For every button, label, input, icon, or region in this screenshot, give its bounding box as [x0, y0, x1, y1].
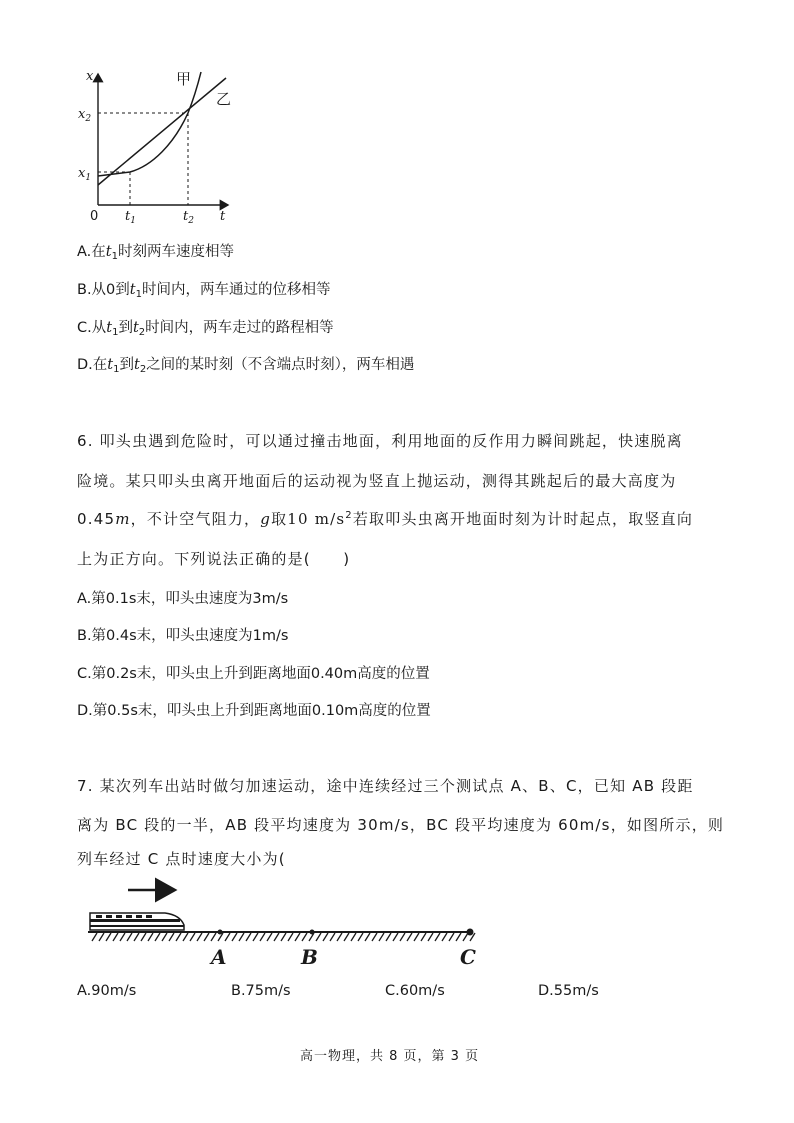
hatch-mark [414, 933, 419, 941]
page-footer: 高一物理，共 8 页，第 3 页 [300, 1049, 480, 1064]
hatch-mark [358, 933, 363, 941]
hatch-mark [99, 933, 104, 941]
hatch-mark [386, 933, 391, 941]
q6-option-b: B.第0.4s末，叩头虫速度为1m/s [77, 628, 289, 644]
hatch-mark [463, 933, 468, 941]
point-c-label: C [460, 945, 476, 969]
y-axis-label: x [86, 69, 94, 84]
hatch-mark [169, 933, 174, 941]
hatch-mark [330, 933, 335, 941]
q6-option-a: A.第0.1s末，叩头虫速度为3m/s [77, 591, 289, 607]
q7-option-d: D.55m/s [538, 983, 599, 999]
q7-option-b: B.75m/s [231, 983, 291, 999]
hatch-mark [190, 933, 195, 941]
q5-option-d: D.在$t_1$到$t_2$之间的某时刻（不含端点时刻），两车相遇 [77, 357, 415, 375]
hatch-mark [134, 933, 139, 941]
q6-option-c: C.第0.2s末，叩头虫上升到距离地面0.40m高度的位置 [77, 666, 430, 682]
hatch-mark [400, 933, 405, 941]
hatch-mark [92, 933, 97, 941]
x1-label: $x_1$ [78, 166, 92, 183]
hatch-mark [141, 933, 146, 941]
q5-option-b: B.从0到$t_1$时间内，两车通过的位移相等 [77, 282, 331, 300]
t1-label: $t_1$ [125, 209, 136, 226]
hatch-mark [302, 933, 307, 941]
hatch-mark [372, 933, 377, 941]
hatch-mark [421, 933, 426, 941]
hatch-mark [449, 933, 454, 941]
hatch-mark [323, 933, 328, 941]
q5-option-c: C.从$t_1$到$t_2$时间内，两车走过的路程相等 [77, 320, 334, 338]
hatch-mark [253, 933, 258, 941]
hatch-mark [407, 933, 412, 941]
hatch-mark [281, 933, 286, 941]
q6-option-d: D.第0.5s末，叩头虫上升到距离地面0.10m高度的位置 [77, 703, 431, 719]
q5-option-a: A.在$t_1$时刻两车速度相等 [77, 244, 234, 262]
origin-label: 0 [90, 209, 99, 224]
point-a-dot [218, 930, 223, 935]
point-b-label: B [301, 945, 318, 969]
q7-line-1: 7. 某次列车出站时做匀加速运动，途中连续经过三个测试点 A、B、C，已知 AB 段距 [77, 777, 694, 795]
hatch-mark [127, 933, 132, 941]
curve-yi-label: 乙 [216, 90, 232, 108]
point-b-dot [310, 930, 315, 935]
hatch-mark [295, 933, 300, 941]
hatch-mark [183, 933, 188, 941]
xt-graph [70, 60, 250, 230]
hatch-mark [106, 933, 111, 941]
x-axis-label: t [220, 209, 226, 224]
hatch-mark [232, 933, 237, 941]
hatch-mark [239, 933, 244, 941]
train-diagram [80, 875, 500, 975]
point-c-dot [467, 929, 474, 936]
train-icon [90, 913, 184, 930]
hatch-mark [260, 933, 265, 941]
hatch-mark [456, 933, 461, 941]
hatch-mark [162, 933, 167, 941]
hatch-mark [435, 933, 440, 941]
q6-line-4: 上为正方向。下列说法正确的是( ) [77, 550, 351, 568]
line-yi [98, 78, 226, 185]
hatch-mark [316, 933, 321, 941]
q7-option-a: A.90m/s [77, 983, 137, 999]
hatch-mark [393, 933, 398, 941]
hatch-mark [288, 933, 293, 941]
q6-line-2: 险境。某只叩头虫离开地面后的运动视为竖直上抛运动，测得其跳起后的最大高度为 [77, 472, 677, 490]
hatch-mark [155, 933, 160, 941]
t2-label: $t_2$ [183, 209, 194, 226]
hatch-mark [197, 933, 202, 941]
hatch-mark [176, 933, 181, 941]
hatch-mark [267, 933, 272, 941]
hatch-mark [344, 933, 349, 941]
x2-label: $x_2$ [78, 107, 92, 124]
q7-option-c: C.60m/s [385, 983, 445, 999]
hatch-mark [351, 933, 356, 941]
hatch-mark [113, 933, 118, 941]
ground-hatching [92, 933, 475, 941]
hatch-mark [246, 933, 251, 941]
hatch-mark [274, 933, 279, 941]
curve-jia-label: 甲 [176, 70, 192, 88]
hatch-mark [120, 933, 125, 941]
hatch-mark [442, 933, 447, 941]
hatch-mark [337, 933, 342, 941]
q6-line-1: 6. 叩头虫遇到危险时，可以通过撞击地面，利用地面的反作用力瞬间跳起，快速脱离 [77, 432, 683, 450]
q7-line-2: 离为 BC 段的一半，AB 段平均速度为 30m/s，BC 段平均速度为 60m/s，如图所示，则 [77, 816, 725, 834]
hatch-mark [365, 933, 370, 941]
hatch-mark [211, 933, 216, 941]
hatch-mark [379, 933, 384, 941]
hatch-mark [148, 933, 153, 941]
hatch-mark [428, 933, 433, 941]
hatch-mark [225, 933, 230, 941]
q7-line-3: 列车经过 C 点时速度大小为( [77, 850, 286, 868]
hatch-mark [204, 933, 209, 941]
q6-line-3: 0.45m，不计空气阻力，g取10 $m/s^2$若取叩头虫离开地面时刻为计时起点，取竖直向 [77, 510, 694, 528]
point-a-label: A [211, 945, 227, 969]
